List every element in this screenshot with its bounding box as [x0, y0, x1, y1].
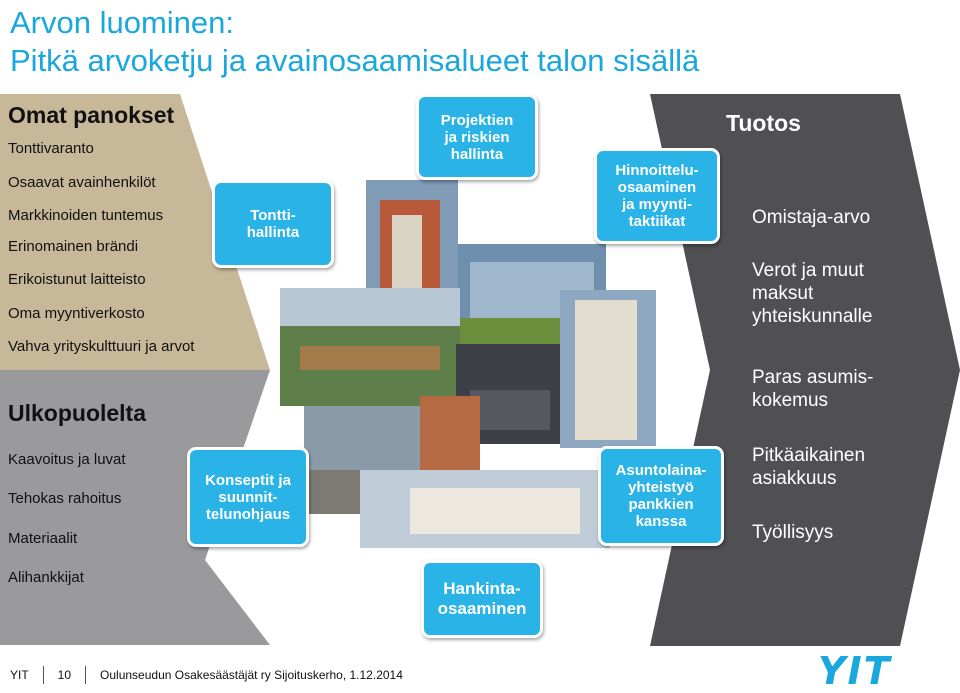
output-item: Työllisyys [752, 522, 834, 543]
title-line-1: Arvon luominen: [10, 5, 235, 40]
own-inputs-heading: Omat panokset [8, 102, 175, 128]
own-input-item: Tonttivaranto [8, 140, 94, 157]
own-input-item: Vahva yrityskulttuuri ja arvot [8, 338, 195, 355]
footer-divider [43, 666, 44, 684]
yit-logo-text: YIT [818, 649, 892, 693]
external-item: Alihankkijat [8, 569, 84, 586]
callout-plot-management: Tontti- hallinta [212, 180, 334, 268]
callout-concepts-design: Konseptit ja suunnit- telunohjaus [187, 447, 309, 547]
title-line-2: Pitkä arvoketju ja avainosaamisalueet talon sisällä [10, 43, 700, 78]
footer [10, 666, 403, 684]
own-input-item: Erikoistunut laitteisto [8, 271, 146, 288]
footer-event: Oulunseudun Osakesäästäjät ry Sijoituskerho, 1.12.2014 [100, 668, 403, 682]
external-item: Tehokas rahoitus [8, 490, 122, 507]
callout-pricing-sales: Hinnoittelu- osaaminen ja myynti- taktiikat [594, 148, 720, 244]
callout-project-risk: Projektien ja riskien hallinta [416, 94, 538, 180]
callout-procurement: Hankinta- osaaminen [421, 560, 543, 638]
external-item: Materiaalit [8, 530, 78, 547]
output-item: Pitkäaikainen asiakkuus [752, 445, 866, 489]
own-input-item: Erinomainen brändi [8, 238, 139, 255]
callout-housing-banks: Asuntolaina- yhteistyö pankkien kanssa [598, 446, 724, 546]
photo-apartment-block [420, 396, 480, 476]
footer-company: YIT [10, 668, 29, 682]
output-item: Verot ja muut maksut yhteiskunnalle [752, 260, 873, 327]
footer-divider [85, 666, 86, 684]
own-input-item: Oma myyntiverkosto [8, 305, 145, 322]
external-item: Kaavoitus ja luvat [8, 451, 126, 468]
output-item: Paras asumis-kokemus [752, 367, 874, 411]
own-input-item: Markkinoiden tuntemus [8, 207, 164, 224]
output-item: Omistaja-arvo [752, 207, 871, 228]
own-input-item: Osaavat avainhenkilöt [8, 174, 156, 191]
footer-page-number: 10 [57, 668, 72, 682]
output-heading: Tuotos [726, 110, 801, 136]
external-heading: Ulkopuolelta [8, 400, 147, 426]
